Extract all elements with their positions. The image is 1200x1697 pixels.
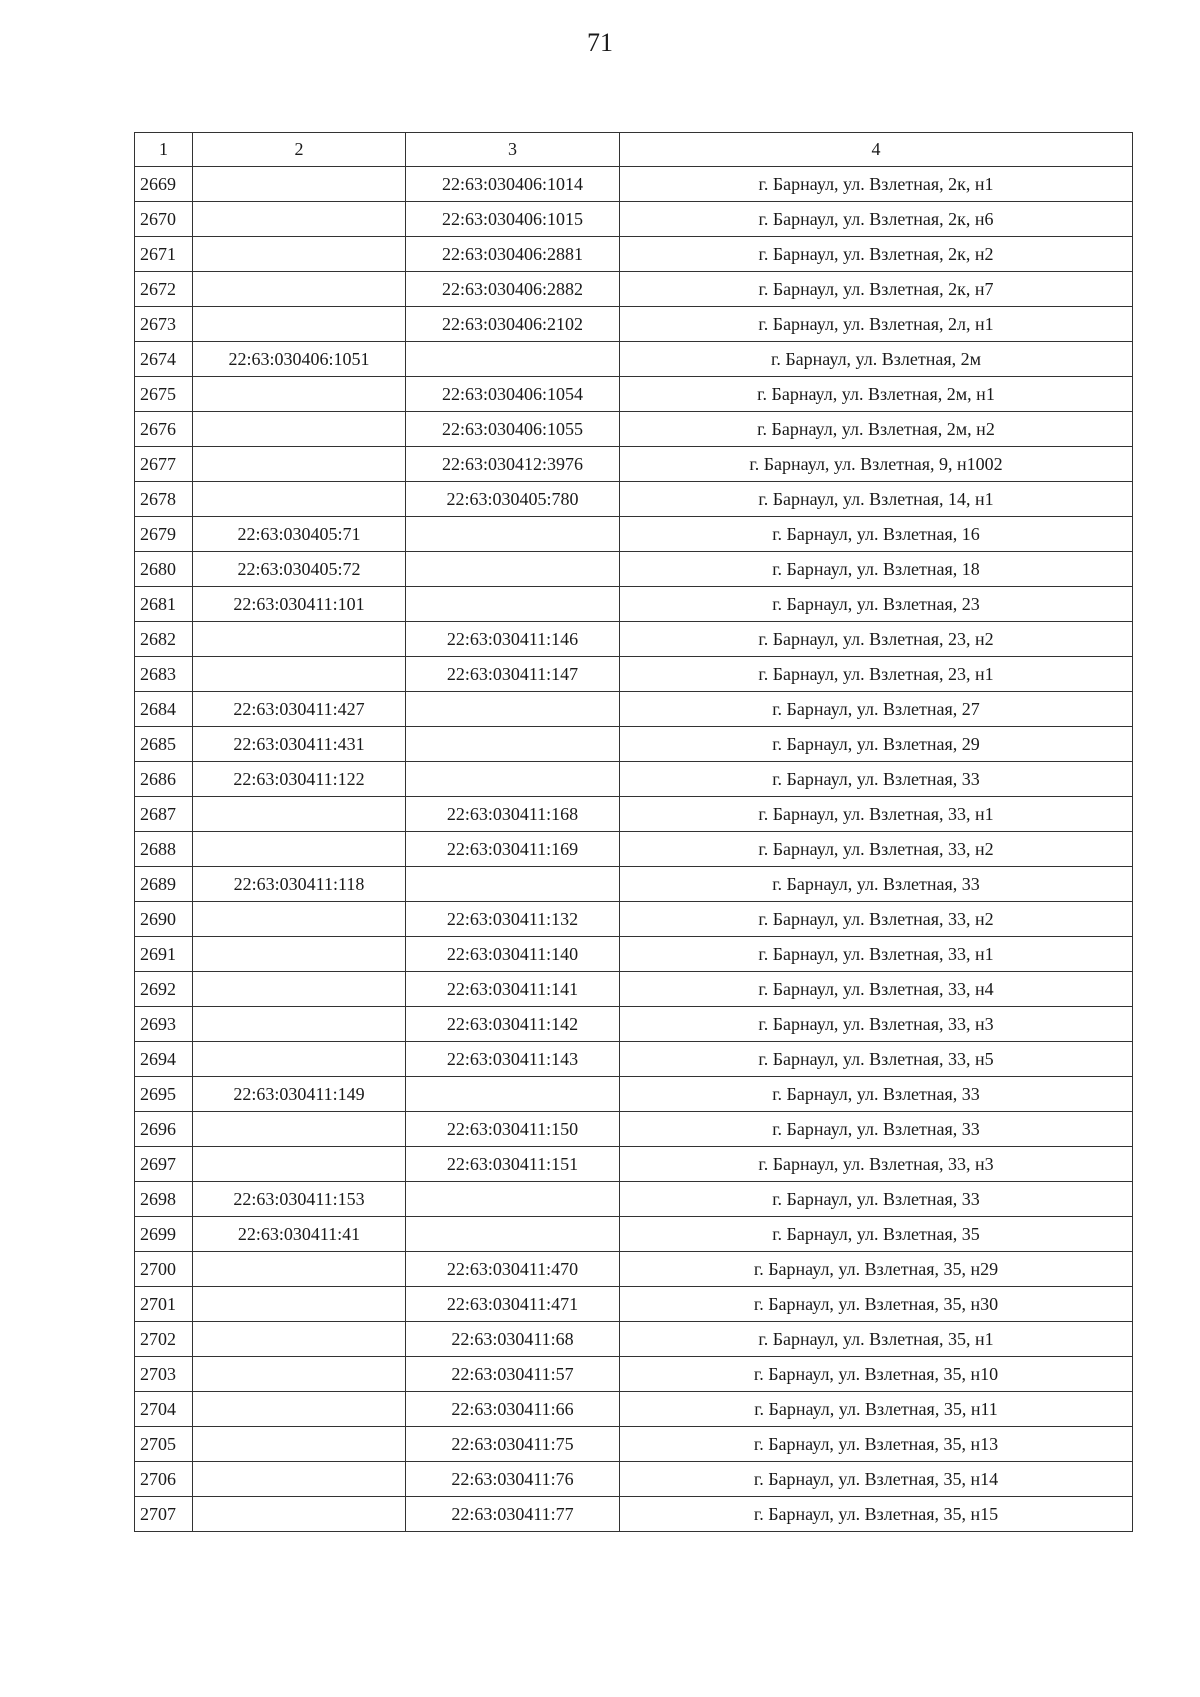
cadastral-number-col3-cell: 22:63:030411:150 (406, 1112, 620, 1147)
address-cell: г. Барнаул, ул. Взлетная, 33, н2 (620, 902, 1133, 937)
address-cell: г. Барнаул, ул. Взлетная, 2м (620, 342, 1133, 377)
address-cell: г. Барнаул, ул. Взлетная, 33, н4 (620, 972, 1133, 1007)
row-number-cell: 2679 (135, 517, 193, 552)
row-number-cell: 2698 (135, 1182, 193, 1217)
cadastral-number-col2-cell: 22:63:030405:71 (193, 517, 406, 552)
cadastral-number-col3-cell (406, 762, 620, 797)
cadastral-number-col2-cell: 22:63:030411:118 (193, 867, 406, 902)
table-row (135, 1007, 1133, 1042)
address-cell: г. Барнаул, ул. Взлетная, 9, н1002 (620, 447, 1133, 482)
address-cell: г. Барнаул, ул. Взлетная, 33 (620, 762, 1133, 797)
table-row (135, 937, 1133, 972)
row-number-cell: 2691 (135, 937, 193, 972)
row-number-cell: 2694 (135, 1042, 193, 1077)
address-cell: г. Барнаул, ул. Взлетная, 14, н1 (620, 482, 1133, 517)
cadastral-number-col3-cell (406, 342, 620, 377)
cadastral-number-col2-cell (193, 1287, 406, 1322)
row-number-cell: 2699 (135, 1217, 193, 1252)
cadastral-number-col2-cell: 22:63:030405:72 (193, 552, 406, 587)
column-header-1: 1 (135, 133, 193, 167)
table-row (135, 762, 1133, 797)
table-row (135, 447, 1133, 482)
cadastral-number-col3-cell: 22:63:030406:1014 (406, 167, 620, 202)
row-number-cell: 2705 (135, 1427, 193, 1462)
address-cell: г. Барнаул, ул. Взлетная, 2к, н7 (620, 272, 1133, 307)
table-row (135, 377, 1133, 412)
cadastral-number-col2-cell (193, 202, 406, 237)
table-row (135, 1392, 1133, 1427)
table-row (135, 167, 1133, 202)
cadastral-number-col3-cell (406, 587, 620, 622)
cadastral-number-col2-cell: 22:63:030406:1051 (193, 342, 406, 377)
row-number-cell: 2669 (135, 167, 193, 202)
address-cell: г. Барнаул, ул. Взлетная, 2к, н6 (620, 202, 1133, 237)
cadastral-number-col2-cell (193, 657, 406, 692)
row-number-cell: 2673 (135, 307, 193, 342)
row-number-cell: 2686 (135, 762, 193, 797)
address-cell: г. Барнаул, ул. Взлетная, 33, н3 (620, 1007, 1133, 1042)
table-row (135, 1042, 1133, 1077)
cadastral-number-col2-cell: 22:63:030411:427 (193, 692, 406, 727)
row-number-cell: 2684 (135, 692, 193, 727)
address-cell: г. Барнаул, ул. Взлетная, 16 (620, 517, 1133, 552)
cadastral-number-col2-cell: 22:63:030411:153 (193, 1182, 406, 1217)
cadastral-number-col2-cell (193, 237, 406, 272)
cadastral-number-col3-cell: 22:63:030412:3976 (406, 447, 620, 482)
cadastral-number-col3-cell: 22:63:030406:2881 (406, 237, 620, 272)
cadastral-number-col3-cell: 22:63:030411:169 (406, 832, 620, 867)
column-header-2: 2 (193, 133, 406, 167)
address-cell: г. Барнаул, ул. Взлетная, 33, н1 (620, 937, 1133, 972)
row-number-cell: 2683 (135, 657, 193, 692)
header-row (135, 133, 1133, 167)
cadastral-number-col3-cell: 22:63:030406:2882 (406, 272, 620, 307)
cadastral-number-col2-cell (193, 797, 406, 832)
row-number-cell: 2704 (135, 1392, 193, 1427)
table-row (135, 482, 1133, 517)
row-number-cell: 2700 (135, 1252, 193, 1287)
cadastral-number-col3-cell: 22:63:030411:146 (406, 622, 620, 657)
cadastral-number-col2-cell (193, 622, 406, 657)
row-number-cell: 2692 (135, 972, 193, 1007)
row-number-cell: 2702 (135, 1322, 193, 1357)
cadastral-number-col2-cell (193, 1427, 406, 1462)
table-row (135, 1427, 1133, 1462)
cadastral-number-col3-cell: 22:63:030411:143 (406, 1042, 620, 1077)
row-number-cell: 2701 (135, 1287, 193, 1322)
table-row (135, 1147, 1133, 1182)
row-number-cell: 2703 (135, 1357, 193, 1392)
cadastral-number-col2-cell (193, 272, 406, 307)
table-row (135, 1357, 1133, 1392)
table-row (135, 832, 1133, 867)
cadastral-number-col3-cell: 22:63:030411:132 (406, 902, 620, 937)
cadastral-number-col2-cell: 22:63:030411:149 (193, 1077, 406, 1112)
cadastral-number-col3-cell: 22:63:030411:147 (406, 657, 620, 692)
address-cell: г. Барнаул, ул. Взлетная, 35, н29 (620, 1252, 1133, 1287)
cadastral-number-col2-cell (193, 1462, 406, 1497)
row-number-cell: 2690 (135, 902, 193, 937)
address-cell: г. Барнаул, ул. Взлетная, 33 (620, 1077, 1133, 1112)
row-number-cell: 2676 (135, 412, 193, 447)
row-number-cell: 2688 (135, 832, 193, 867)
table-row (135, 1322, 1133, 1357)
table-row (135, 902, 1133, 937)
table-row (135, 202, 1133, 237)
row-number-cell: 2697 (135, 1147, 193, 1182)
address-cell: г. Барнаул, ул. Взлетная, 35, н13 (620, 1427, 1133, 1462)
cadastral-number-col3-cell: 22:63:030406:1054 (406, 377, 620, 412)
cadastral-number-col2-cell: 22:63:030411:101 (193, 587, 406, 622)
row-number-cell: 2707 (135, 1497, 193, 1532)
row-number-cell: 2671 (135, 237, 193, 272)
cadastral-number-col2-cell (193, 902, 406, 937)
address-cell: г. Барнаул, ул. Взлетная, 35, н30 (620, 1287, 1133, 1322)
address-cell: г. Барнаул, ул. Взлетная, 29 (620, 727, 1133, 762)
cadastral-number-col2-cell (193, 1252, 406, 1287)
cadastral-number-col2-cell (193, 937, 406, 972)
address-cell: г. Барнаул, ул. Взлетная, 2к, н1 (620, 167, 1133, 202)
cadastral-number-col2-cell (193, 1007, 406, 1042)
cadastral-number-col3-cell (406, 1182, 620, 1217)
cadastral-number-col3-cell: 22:63:030411:141 (406, 972, 620, 1007)
address-cell: г. Барнаул, ул. Взлетная, 2м, н1 (620, 377, 1133, 412)
cadastral-number-col3-cell (406, 727, 620, 762)
table-row (135, 1462, 1133, 1497)
row-number-cell: 2693 (135, 1007, 193, 1042)
address-cell: г. Барнаул, ул. Взлетная, 35, н15 (620, 1497, 1133, 1532)
cadastral-number-col2-cell: 22:63:030411:122 (193, 762, 406, 797)
address-cell: г. Барнаул, ул. Взлетная, 33, н3 (620, 1147, 1133, 1182)
address-cell: г. Барнаул, ул. Взлетная, 23, н1 (620, 657, 1133, 692)
cadastral-number-col3-cell (406, 692, 620, 727)
address-cell: г. Барнаул, ул. Взлетная, 33, н2 (620, 832, 1133, 867)
table-row (135, 272, 1133, 307)
address-cell: г. Барнаул, ул. Взлетная, 33 (620, 1182, 1133, 1217)
address-cell: г. Барнаул, ул. Взлетная, 33, н5 (620, 1042, 1133, 1077)
row-number-cell: 2681 (135, 587, 193, 622)
cadastral-number-col2-cell (193, 412, 406, 447)
row-number-cell: 2689 (135, 867, 193, 902)
cadastral-number-col2-cell (193, 377, 406, 412)
table-row (135, 307, 1133, 342)
address-cell: г. Барнаул, ул. Взлетная, 27 (620, 692, 1133, 727)
table-row (135, 1252, 1133, 1287)
cadastral-number-col3-cell: 22:63:030411:151 (406, 1147, 620, 1182)
address-cell: г. Барнаул, ул. Взлетная, 35, н10 (620, 1357, 1133, 1392)
cadastral-number-col3-cell: 22:63:030411:142 (406, 1007, 620, 1042)
table-row (135, 1182, 1133, 1217)
cadastral-number-col2-cell (193, 972, 406, 1007)
cadastral-number-col3-cell: 22:63:030411:77 (406, 1497, 620, 1532)
table-row (135, 1112, 1133, 1147)
row-number-cell: 2670 (135, 202, 193, 237)
page-number: 71 (587, 28, 613, 57)
cadastral-number-col3-cell: 22:63:030406:1015 (406, 202, 620, 237)
cadastral-number-col3-cell (406, 1217, 620, 1252)
address-cell: г. Барнаул, ул. Взлетная, 2л, н1 (620, 307, 1133, 342)
table-row (135, 587, 1133, 622)
table-row (135, 692, 1133, 727)
cadastral-number-col2-cell (193, 832, 406, 867)
cadastral-number-col2-cell (193, 1112, 406, 1147)
table-row (135, 517, 1133, 552)
column-header-3: 3 (406, 133, 620, 167)
address-cell: г. Барнаул, ул. Взлетная, 18 (620, 552, 1133, 587)
cadastral-number-col3-cell: 22:63:030411:75 (406, 1427, 620, 1462)
cadastral-number-col2-cell: 22:63:030411:431 (193, 727, 406, 762)
cadastral-number-col2-cell (193, 1322, 406, 1357)
table-row (135, 622, 1133, 657)
cadastral-number-col3-cell: 22:63:030411:470 (406, 1252, 620, 1287)
cadastral-number-col2-cell (193, 307, 406, 342)
cadastral-number-col2-cell (193, 1357, 406, 1392)
address-cell: г. Барнаул, ул. Взлетная, 23 (620, 587, 1133, 622)
cadastral-number-col3-cell: 22:63:030405:780 (406, 482, 620, 517)
table-row (135, 1077, 1133, 1112)
table-row (135, 1497, 1133, 1532)
address-cell: г. Барнаул, ул. Взлетная, 35, н14 (620, 1462, 1133, 1497)
table-row (135, 412, 1133, 447)
row-number-cell: 2687 (135, 797, 193, 832)
address-cell: г. Барнаул, ул. Взлетная, 33, н1 (620, 797, 1133, 832)
cadastral-number-col2-cell: 22:63:030411:41 (193, 1217, 406, 1252)
cadastral-number-col2-cell (193, 1147, 406, 1182)
address-cell: г. Барнаул, ул. Взлетная, 2м, н2 (620, 412, 1133, 447)
cadastral-number-col2-cell (193, 1497, 406, 1532)
cadastral-number-col3-cell: 22:63:030406:1055 (406, 412, 620, 447)
address-cell: г. Барнаул, ул. Взлетная, 33 (620, 867, 1133, 902)
cadastral-number-col3-cell: 22:63:030411:76 (406, 1462, 620, 1497)
table-row (135, 972, 1133, 1007)
row-number-cell: 2675 (135, 377, 193, 412)
cadastral-number-col3-cell: 22:63:030411:471 (406, 1287, 620, 1322)
table-row (135, 237, 1133, 272)
cadastral-number-col3-cell: 22:63:030411:57 (406, 1357, 620, 1392)
row-number-cell: 2682 (135, 622, 193, 657)
registry-table (134, 132, 1133, 1532)
cadastral-number-col2-cell (193, 167, 406, 202)
cadastral-number-col3-cell (406, 517, 620, 552)
cadastral-number-col3-cell: 22:63:030411:68 (406, 1322, 620, 1357)
row-number-cell: 2706 (135, 1462, 193, 1497)
cadastral-number-col3-cell: 22:63:030411:140 (406, 937, 620, 972)
table-header (135, 133, 1133, 167)
row-number-cell: 2678 (135, 482, 193, 517)
cadastral-number-col2-cell (193, 447, 406, 482)
address-cell: г. Барнаул, ул. Взлетная, 35 (620, 1217, 1133, 1252)
table-row (135, 797, 1133, 832)
table-row (135, 1287, 1133, 1322)
cadastral-number-col3-cell: 22:63:030411:66 (406, 1392, 620, 1427)
table-row (135, 552, 1133, 587)
address-cell: г. Барнаул, ул. Взлетная, 33 (620, 1112, 1133, 1147)
row-number-cell: 2677 (135, 447, 193, 482)
row-number-cell: 2680 (135, 552, 193, 587)
address-cell: г. Барнаул, ул. Взлетная, 23, н2 (620, 622, 1133, 657)
address-cell: г. Барнаул, ул. Взлетная, 35, н11 (620, 1392, 1133, 1427)
cadastral-number-col3-cell (406, 1077, 620, 1112)
address-cell: г. Барнаул, ул. Взлетная, 2к, н2 (620, 237, 1133, 272)
cadastral-number-col2-cell (193, 482, 406, 517)
table-row (135, 1217, 1133, 1252)
table-row (135, 727, 1133, 762)
cadastral-number-col3-cell (406, 552, 620, 587)
column-header-4: 4 (620, 133, 1133, 167)
cadastral-number-col3-cell: 22:63:030406:2102 (406, 307, 620, 342)
row-number-cell: 2674 (135, 342, 193, 377)
row-number-cell: 2685 (135, 727, 193, 762)
row-number-cell: 2696 (135, 1112, 193, 1147)
cadastral-number-col2-cell (193, 1042, 406, 1077)
address-cell: г. Барнаул, ул. Взлетная, 35, н1 (620, 1322, 1133, 1357)
table-body (135, 167, 1133, 1532)
cadastral-number-col3-cell (406, 867, 620, 902)
cadastral-number-col3-cell: 22:63:030411:168 (406, 797, 620, 832)
table-row (135, 657, 1133, 692)
table-row (135, 867, 1133, 902)
row-number-cell: 2695 (135, 1077, 193, 1112)
cadastral-number-col2-cell (193, 1392, 406, 1427)
row-number-cell: 2672 (135, 272, 193, 307)
table-row (135, 342, 1133, 377)
